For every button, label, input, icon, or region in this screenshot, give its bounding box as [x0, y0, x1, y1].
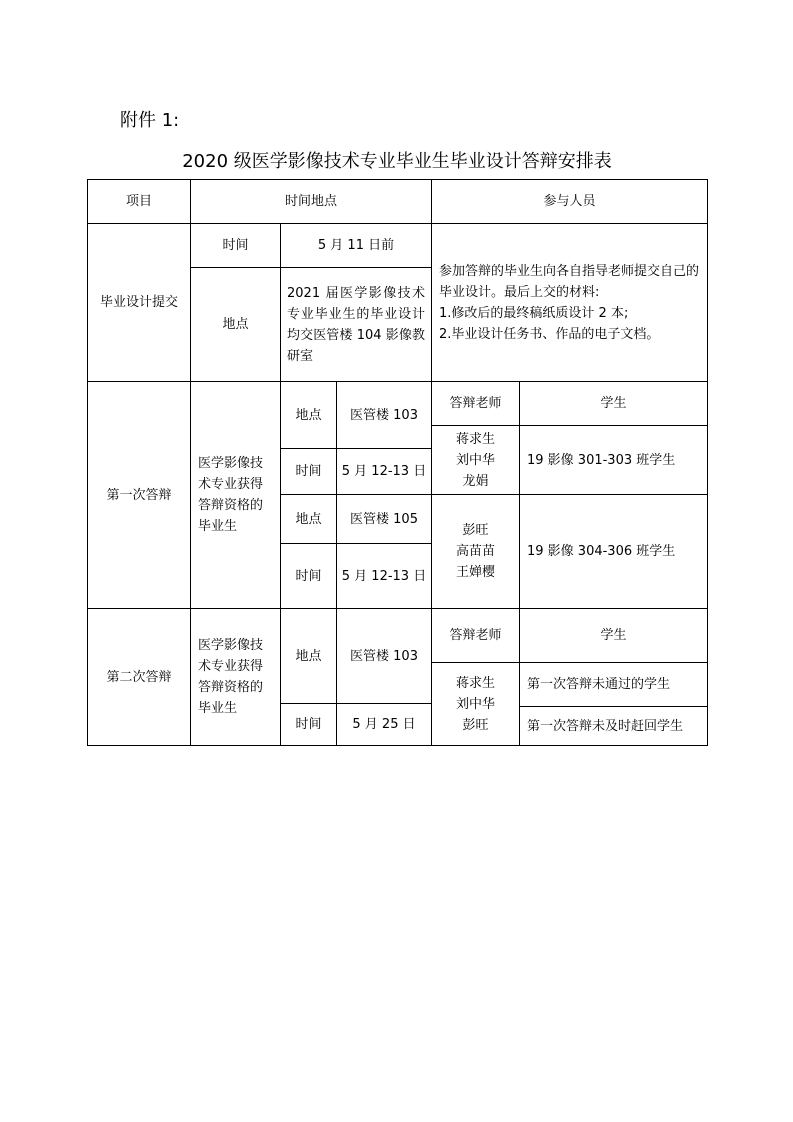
first-defense-label: 第一次答辩	[106, 487, 172, 503]
second-place-label: 地点	[295, 648, 322, 664]
first-group2-students: 19 影像 304-306 班学生	[527, 544, 676, 559]
submission-participants	[432, 224, 707, 381]
first-group2-time-label: 时间	[295, 568, 322, 584]
teacher-name: 刘中华	[455, 452, 495, 468]
eligibility-line: 医学影像技	[198, 638, 264, 653]
first-teacher-header: 答辩老师	[449, 396, 502, 411]
second-time-label: 时间	[295, 717, 322, 732]
first-group2-time-value: 5 月 12-13 日	[341, 568, 427, 584]
first-group1-time-label: 时间	[295, 464, 322, 479]
first-group2-place-value: 医管楼 105	[350, 511, 418, 527]
teacher-name: 王婵樱	[455, 565, 495, 580]
submission-time-label: 时间	[222, 238, 249, 253]
table-border-right	[707, 179, 708, 746]
teacher-name: 彭旺	[462, 523, 489, 538]
submission-note: 参加答辩的毕业生向各自指导老师提交自己的毕业设计。最后上交的材料:	[439, 263, 700, 300]
submission-time-value: 5 月 11 日前	[317, 238, 395, 253]
first-group1-students: 19 影像 301-303 班学生	[527, 452, 676, 468]
first-group1-place-label: 地点	[295, 407, 322, 423]
eligibility-line: 医学影像技	[198, 456, 264, 471]
attachment-label: 附件 1:	[120, 110, 180, 131]
submission-label: 毕业设计提交	[99, 295, 178, 310]
eligibility-line: 毕业生	[198, 519, 238, 534]
submission-place-label: 地点	[222, 317, 249, 332]
first-group1-teachers	[432, 426, 519, 494]
first-group1-time-value: 5 月 12-13 日	[341, 464, 427, 479]
eligibility-line: 答辩资格的	[198, 680, 264, 695]
header-participants: 参与人员	[543, 194, 596, 209]
teacher-name: 蒋求生	[455, 431, 495, 447]
submission-place-value	[281, 268, 431, 381]
header-item: 项目	[125, 194, 152, 209]
second-students-row2: 第一次答辩未及时赶回学生	[527, 718, 684, 734]
second-time-value: 5 月 25 日	[352, 717, 416, 732]
submission-material-1: 1.修改后的最终稿纸质设计 2 本;	[439, 305, 629, 321]
table-border-bottom	[87, 745, 707, 746]
submission-place-text: 2021 届医学影像技术专业毕业生的毕业设计均交医管楼 104 影像教研室	[287, 285, 425, 364]
eligibility-line: 毕业生	[198, 701, 238, 716]
teacher-name: 高苗苗	[455, 544, 495, 559]
second-defense-label: 第二次答辩	[106, 669, 172, 685]
second-student-header: 学生	[600, 628, 627, 643]
teacher-name: 龙娟	[462, 473, 489, 489]
header-time-place: 时间地点	[284, 194, 337, 209]
eligibility-line: 答辩资格的	[198, 498, 264, 513]
second-teachers	[432, 663, 519, 745]
first-defense-eligibility	[191, 382, 280, 608]
page-title: 2020 级医学影像技术专业毕业生毕业设计答辩安排表	[182, 151, 612, 172]
first-group2-place-label: 地点	[295, 511, 322, 527]
teacher-name: 蒋求生	[455, 675, 495, 691]
first-group2-teachers	[432, 495, 519, 608]
second-place-value: 医管楼 103	[350, 648, 418, 664]
eligibility-line: 术专业获得	[198, 659, 264, 674]
teacher-name: 刘中华	[455, 696, 495, 712]
second-defense-eligibility	[191, 609, 280, 745]
first-student-header: 学生	[600, 396, 627, 411]
first-group1-place-value: 医管楼 103	[350, 407, 418, 423]
teacher-name: 彭旺	[462, 717, 489, 733]
eligibility-line: 术专业获得	[198, 477, 264, 492]
second-students-row1: 第一次答辩未通过的学生	[527, 677, 671, 692]
submission-material-2: 2.毕业设计任务书、作品的电子文档。	[439, 326, 660, 342]
second-teacher-header: 答辩老师	[449, 628, 502, 643]
